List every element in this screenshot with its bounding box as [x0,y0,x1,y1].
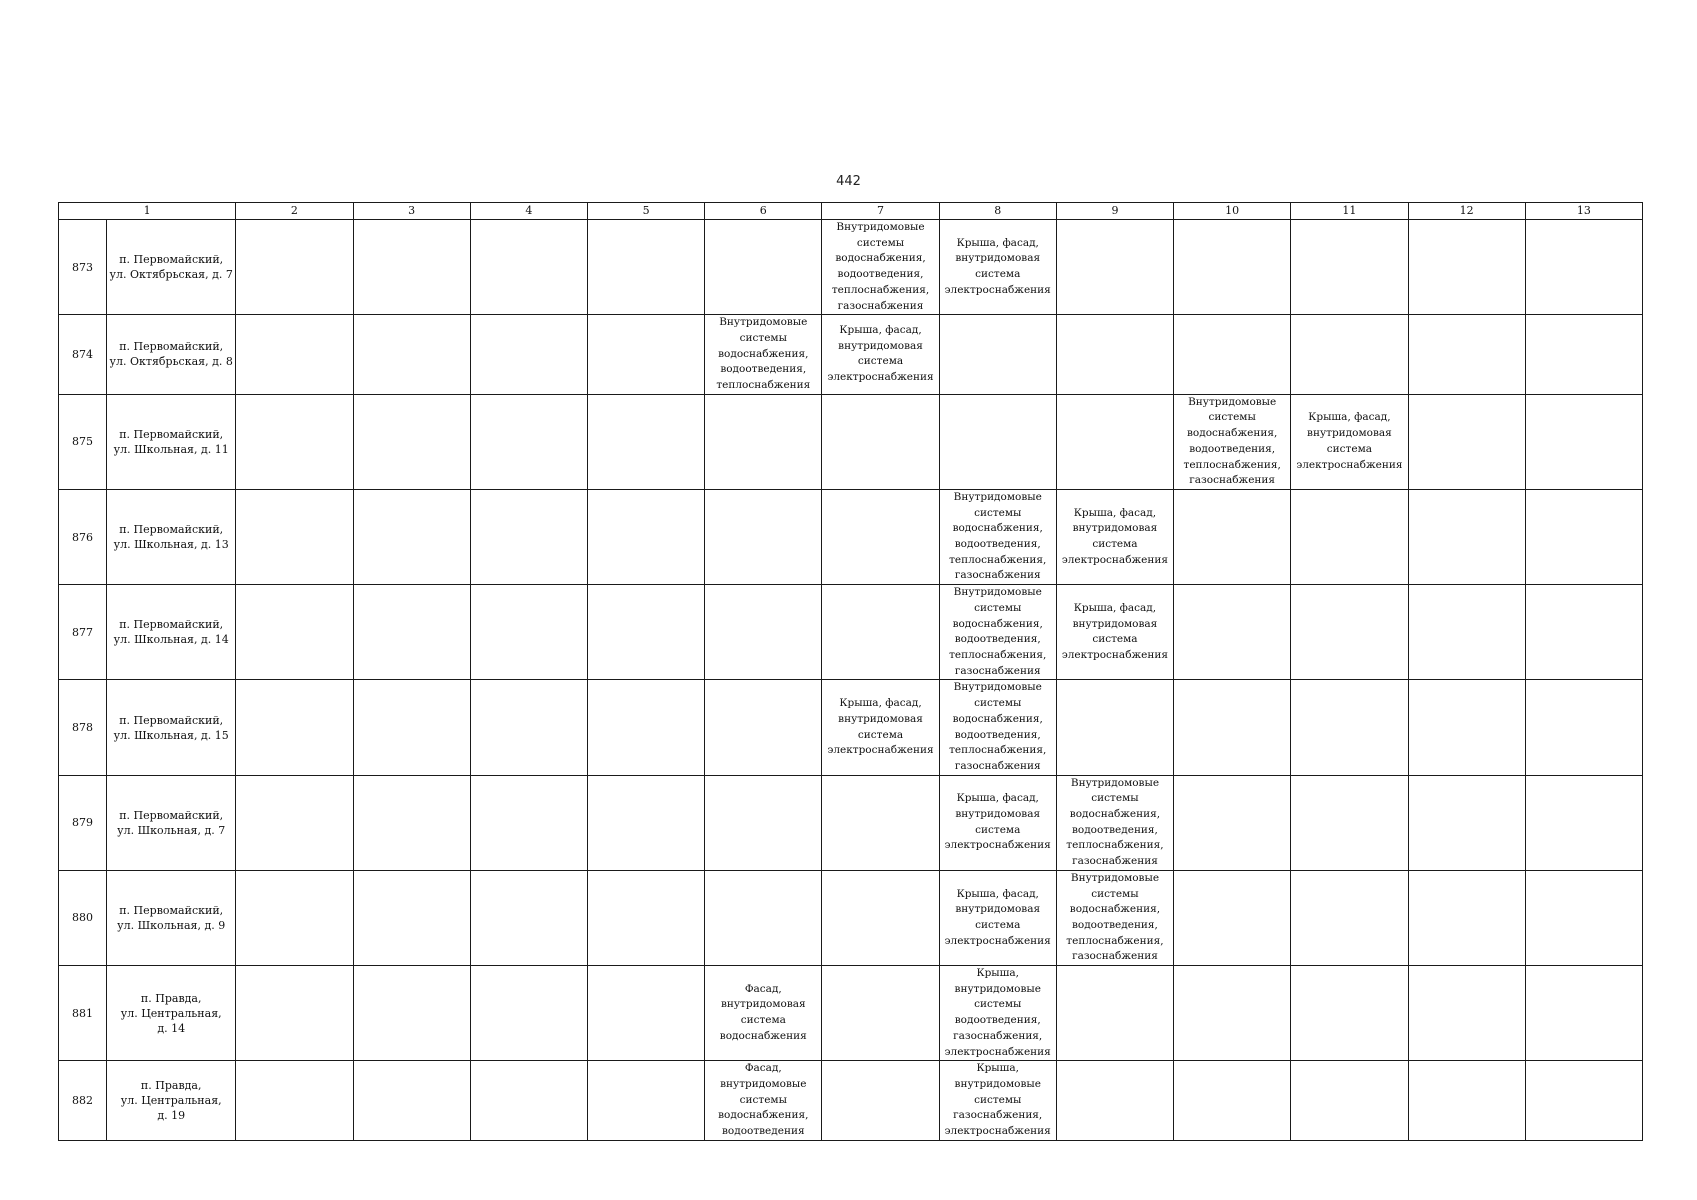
work-cell-col-12 [1408,870,1525,965]
table-row [59,680,1643,775]
work-cell-col-8 [939,315,1056,395]
table-row [59,315,1643,395]
table-row [59,489,1643,584]
table-row [59,1061,1643,1141]
column-header-11: 11 [1291,203,1408,220]
work-cell-col-12 [1408,489,1525,584]
work-cell-col-3 [353,220,470,315]
work-cell-col-11 [1291,315,1408,395]
column-header-8: 8 [939,203,1056,220]
work-cell-col-10: Внутридомовые системы водоснабжения, водоотведения, теплоснабжения, газоснабжения [1174,394,1291,489]
row-number: 881 [59,966,107,1061]
column-header-5: 5 [587,203,704,220]
column-header-10: 10 [1174,203,1291,220]
work-cell-col-11 [1291,585,1408,680]
work-cell-col-4 [470,966,587,1061]
work-cell-col-6 [705,394,822,489]
work-cell-col-11: Крыша, фасад, внутридомовая система электроснабжения [1291,394,1408,489]
work-cell-col-10 [1174,1061,1291,1141]
work-cell-col-7: Внутридомовые системы водоснабжения, водоотведения, теплоснабжения, газоснабжения [822,220,939,315]
work-cell-col-10 [1174,870,1291,965]
work-cell-col-9 [1056,966,1173,1061]
work-cell-col-9: Внутридомовые системы водоснабжения, водоотведения, теплоснабжения, газоснабжения [1056,775,1173,870]
work-cell-col-2 [236,489,353,584]
work-cell-col-8: Внутридомовые системы водоснабжения, водоотведения, теплоснабжения, газоснабжения [939,489,1056,584]
work-cell-col-3 [353,489,470,584]
work-cell-col-11 [1291,680,1408,775]
work-cell-col-13 [1525,489,1642,584]
work-cell-col-13 [1525,315,1642,395]
work-cell-col-2 [236,966,353,1061]
work-cell-col-9 [1056,220,1173,315]
work-cell-col-3 [353,680,470,775]
address-cell: п. Первомайский, ул. Школьная, д. 9 [107,870,236,965]
column-header-12: 12 [1408,203,1525,220]
work-cell-col-5 [587,680,704,775]
work-cell-col-6 [705,680,822,775]
work-cell-col-7 [822,585,939,680]
work-cell-col-11 [1291,775,1408,870]
work-cell-col-5 [587,394,704,489]
address-cell: п. Первомайский, ул. Школьная, д. 11 [107,394,236,489]
work-cell-col-4 [470,315,587,395]
work-cell-col-5 [587,585,704,680]
work-cell-col-3 [353,966,470,1061]
table-body [59,220,1643,1141]
work-cell-col-2 [236,775,353,870]
work-cell-col-6 [705,489,822,584]
work-cell-col-4 [470,489,587,584]
work-cell-col-13 [1525,220,1642,315]
row-number: 880 [59,870,107,965]
work-cell-col-9: Крыша, фасад, внутридомовая система электроснабжения [1056,489,1173,584]
work-cell-col-8 [939,394,1056,489]
work-cell-col-12 [1408,220,1525,315]
work-cell-col-3 [353,315,470,395]
work-cell-col-11 [1291,966,1408,1061]
row-number: 877 [59,585,107,680]
work-cell-col-8: Крыша, внутридомовые системы газоснабжения, электроснабжения [939,1061,1056,1141]
work-cell-col-12 [1408,1061,1525,1141]
work-cell-col-4 [470,775,587,870]
address-cell: п. Первомайский, ул. Школьная, д. 13 [107,489,236,584]
work-cell-col-7 [822,489,939,584]
work-cell-col-3 [353,394,470,489]
page-number: 442 [836,174,861,189]
column-header-4: 4 [470,203,587,220]
work-cell-col-3 [353,585,470,680]
work-cell-col-7: Крыша, фасад, внутридомовая система электроснабжения [822,680,939,775]
table-row [59,870,1643,965]
work-cell-col-13 [1525,394,1642,489]
work-cell-col-6 [705,870,822,965]
work-cell-col-9: Внутридомовые системы водоснабжения, водоотведения, теплоснабжения, газоснабжения [1056,870,1173,965]
work-cell-col-9 [1056,315,1173,395]
work-cell-col-8: Крыша, фасад, внутридомовая система электроснабжения [939,870,1056,965]
column-header-2: 2 [236,203,353,220]
address-cell: п. Правда, ул. Центральная, д. 19 [107,1061,236,1141]
work-cell-col-6: Фасад, внутридомовая система водоснабжения [705,966,822,1061]
work-cell-col-7 [822,1061,939,1141]
work-cell-col-10 [1174,775,1291,870]
work-cell-col-10 [1174,966,1291,1061]
work-cell-col-13 [1525,870,1642,965]
header-row [59,203,1643,220]
row-number: 876 [59,489,107,584]
row-number: 878 [59,680,107,775]
work-cell-col-2 [236,394,353,489]
work-cell-col-13 [1525,1061,1642,1141]
table-row [59,394,1643,489]
row-number: 875 [59,394,107,489]
work-cell-col-12 [1408,394,1525,489]
row-number: 873 [59,220,107,315]
address-cell: п. Первомайский, ул. Школьная, д. 14 [107,585,236,680]
column-header-1: 1 [59,203,236,220]
work-cell-col-13 [1525,585,1642,680]
work-cell-col-4 [470,220,587,315]
work-cell-col-8: Внутридомовые системы водоснабжения, водоотведения, теплоснабжения, газоснабжения [939,585,1056,680]
work-cell-col-3 [353,1061,470,1141]
work-cell-col-6 [705,775,822,870]
work-cell-col-8: Крыша, фасад, внутридомовая система электроснабжения [939,775,1056,870]
work-cell-col-2 [236,680,353,775]
work-cell-col-5 [587,870,704,965]
work-cell-col-7 [822,394,939,489]
work-cell-col-8: Внутридомовые системы водоснабжения, водоотведения, теплоснабжения, газоснабжения [939,680,1056,775]
work-cell-col-5 [587,489,704,584]
table-row [59,775,1643,870]
work-cell-col-6: Фасад, внутридомовые системы водоснабжения, водоотведения [705,1061,822,1141]
work-cell-col-5 [587,220,704,315]
work-cell-col-10 [1174,489,1291,584]
column-header-6: 6 [705,203,822,220]
address-cell: п. Первомайский, ул. Октябрьская, д. 7 [107,220,236,315]
row-number: 879 [59,775,107,870]
work-cell-col-2 [236,1061,353,1141]
repair-schedule-table [58,202,1643,1141]
work-cell-col-2 [236,585,353,680]
work-cell-col-2 [236,870,353,965]
work-cell-col-11 [1291,1061,1408,1141]
work-cell-col-11 [1291,489,1408,584]
address-cell: п. Первомайский, ул. Октябрьская, д. 8 [107,315,236,395]
column-header-9: 9 [1056,203,1173,220]
work-cell-col-2 [236,220,353,315]
work-cell-col-6 [705,220,822,315]
work-cell-col-8: Крыша, фасад, внутридомовая система электроснабжения [939,220,1056,315]
work-cell-col-9: Крыша, фасад, внутридомовая система электроснабжения [1056,585,1173,680]
row-number: 882 [59,1061,107,1141]
work-cell-col-12 [1408,775,1525,870]
work-cell-col-10 [1174,585,1291,680]
column-header-13: 13 [1525,203,1642,220]
work-cell-col-4 [470,585,587,680]
work-cell-col-4 [470,394,587,489]
work-cell-col-12 [1408,585,1525,680]
address-cell: п. Правда, ул. Центральная, д. 14 [107,966,236,1061]
work-cell-col-9 [1056,1061,1173,1141]
table-row [59,220,1643,315]
work-cell-col-6: Внутридомовые системы водоснабжения, водоотведения, теплоснабжения [705,315,822,395]
table-row [59,966,1643,1061]
work-cell-col-5 [587,775,704,870]
work-cell-col-9 [1056,394,1173,489]
table-header [59,203,1643,220]
work-cell-col-8: Крыша, внутридомовые системы водоотведения, газоснабжения, электроснабжения [939,966,1056,1061]
work-cell-col-3 [353,775,470,870]
work-cell-col-7 [822,966,939,1061]
work-cell-col-13 [1525,680,1642,775]
address-cell: п. Первомайский, ул. Школьная, д. 7 [107,775,236,870]
row-number: 874 [59,315,107,395]
work-cell-col-5 [587,1061,704,1141]
column-header-7: 7 [822,203,939,220]
work-cell-col-12 [1408,966,1525,1061]
work-cell-col-7 [822,775,939,870]
work-cell-col-10 [1174,315,1291,395]
work-cell-col-13 [1525,775,1642,870]
work-cell-col-9 [1056,680,1173,775]
work-cell-col-6 [705,585,822,680]
work-cell-col-13 [1525,966,1642,1061]
work-cell-col-3 [353,870,470,965]
work-cell-col-2 [236,315,353,395]
work-cell-col-4 [470,680,587,775]
work-cell-col-5 [587,966,704,1061]
work-cell-col-11 [1291,220,1408,315]
column-header-3: 3 [353,203,470,220]
work-cell-col-4 [470,1061,587,1141]
work-cell-col-4 [470,870,587,965]
work-cell-col-12 [1408,680,1525,775]
work-cell-col-11 [1291,870,1408,965]
work-cell-col-5 [587,315,704,395]
work-cell-col-10 [1174,220,1291,315]
work-cell-col-7: Крыша, фасад, внутридомовая система электроснабжения [822,315,939,395]
work-cell-col-12 [1408,315,1525,395]
work-cell-col-7 [822,870,939,965]
table-row [59,585,1643,680]
work-cell-col-10 [1174,680,1291,775]
address-cell: п. Первомайский, ул. Школьная, д. 15 [107,680,236,775]
